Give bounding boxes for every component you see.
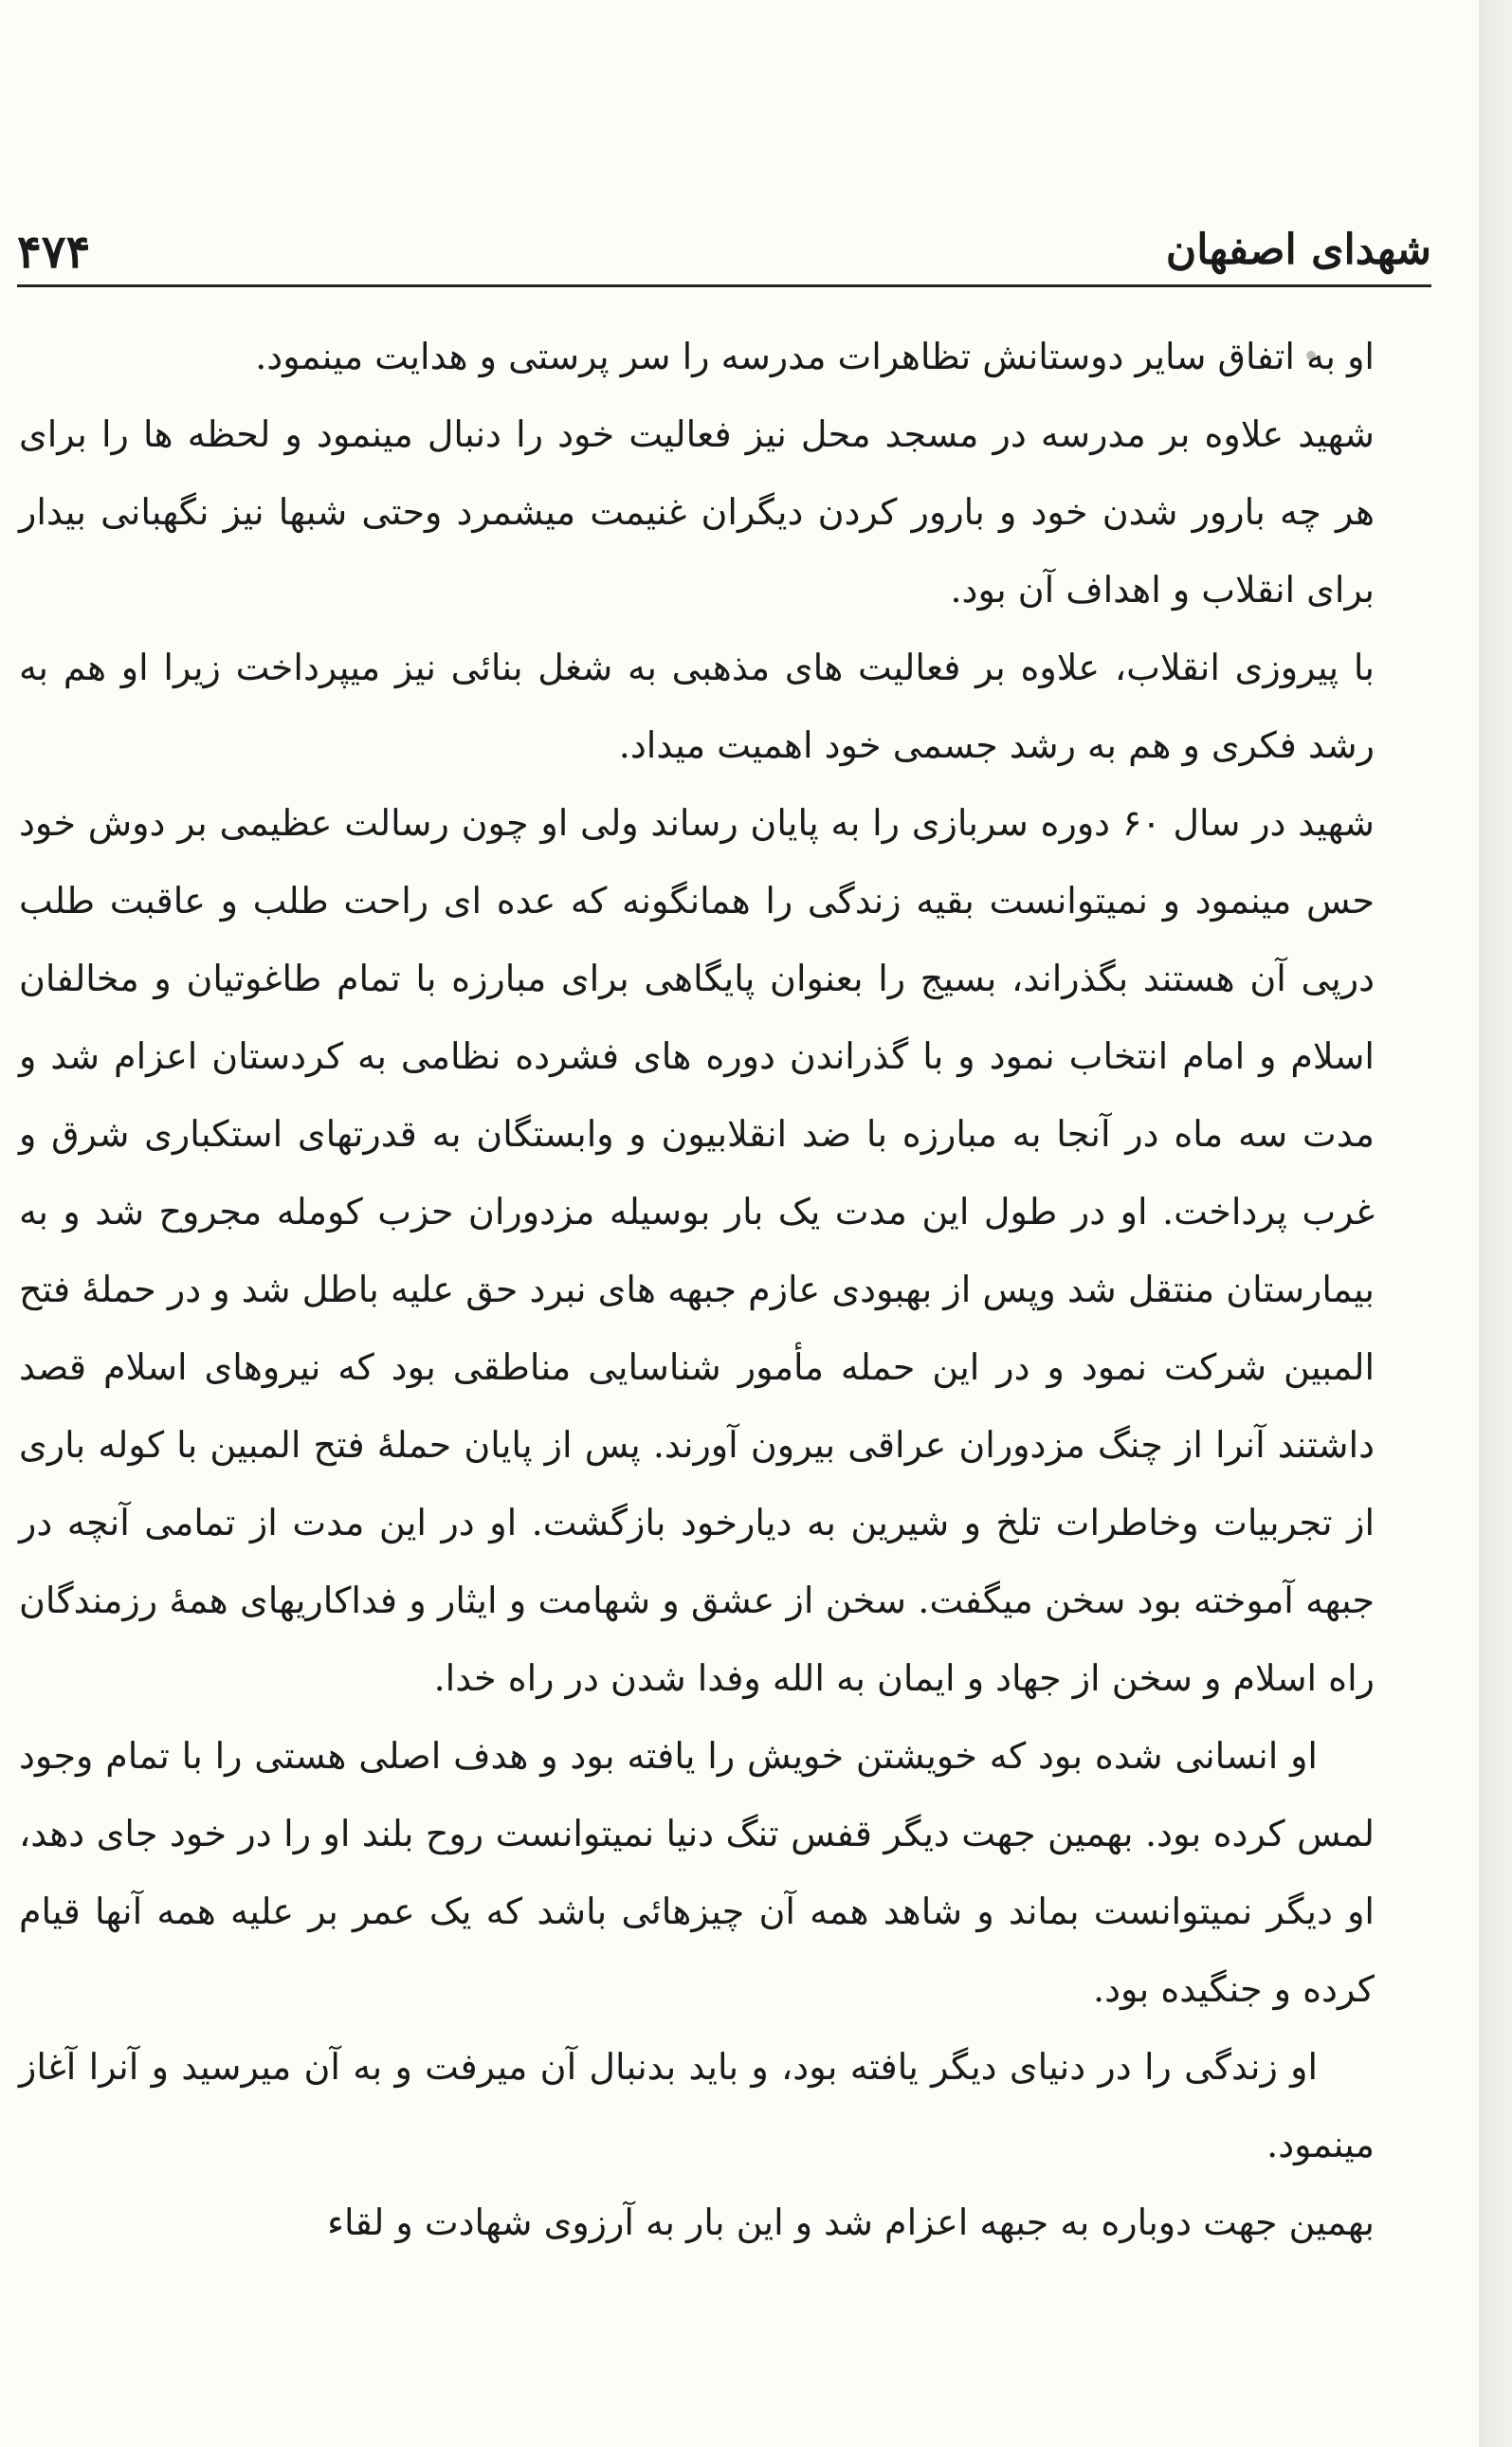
paragraph: شهید در سال ۶۰ دوره سربازی را به پایان رساند ولی او چون رسالت عظیمی بر دوش خود حس مینمود و نمیتوانست بقیه زندگی را همانگونه که عده ای راحت طلب و عاقبت طلب درپی آن هستند بگذراند، بسیج را بعنوان پایگاهی برای مبارزه با تمام طاغوتیان و مخالفان اسلام و امام انتخاب نمود و با گذراندن دوره های فشرده نظامی به کردستان اعزام شد و مدت سه ماه در آنجا به مبارزه با ضد انقلابیون و وابستگان به قدرتهای استکباری شرق و غرب پرداخت. او در طول این مدت یک بار بوسیله مزدوران حزب کومله مجروح شد و به بیمارستان منتقل شد وپس از بهبودی عازم جبهه های نبرد حق علیه باطل شد و در حملهٔ فتح المبین شرکت نمود و در این حمله مأمور شناسایی مناطقی بود که نیروهای اسلام قصد داشتند آنرا از چنگ مزدوران عراقی بیرون آورند. پس از پایان حملهٔ فتح المبین با کوله باری از تجربیات وخاطرات تلخ و شیرین به دیارخود بازگشت. او در این مدت از تمامی آنچه در جبهه آموخته بود سخن میگفت. سخن از عشق و شهامت و ایثار و فداکاریهای همهٔ رزمندگان راه اسلام و سخن از جهاد و ایمان به الله وفدا شدن در راه خدا. [19, 802, 1375, 1699]
paragraph: شهید علاوه بر مدرسه در مسجد محل نیز فعالیت خود را دنبال مینمود و لحظه ها را برای هر چه بارور شدن خود و بارور کردن دیگران غنیمت میشمرد وحتی شبها نیز نگهبانی بیدار برای انقلاب و اهداف آن بود. [19, 413, 1375, 611]
paragraph: او زندگی را در دنیای دیگر یافته بود، و باید بدنبال آن میرفت و به آن میرسید و آنرا آغاز مینمود. [19, 2046, 1375, 2165]
running-title: شهدای اصفهان [1165, 226, 1431, 274]
page-header [0, 226, 1431, 292]
scan-edge-strip [1479, 0, 1512, 2447]
paragraph: بهمین جهت دوباره به جبهه اعزام شد و این بار به آرزوی شهادت و لقاء [327, 2201, 1375, 2243]
body-text [19, 318, 1375, 2261]
page-number: ۴۷۴ [17, 226, 91, 279]
paragraph: او به اتفاق سایر دوستانش تظاهرات مدرسه را سر پرستی و هدایت مینمود. [255, 336, 1375, 377]
paragraph: با پیروزی انقلاب، علاوه بر فعالیت های مذهبی به شغل بنائی نیز میپرداخت زیرا او هم به رشد فکری و هم به رشد جسمی خود اهمیت میداد. [19, 647, 1375, 766]
header-rule [17, 284, 1431, 287]
paragraph: او انسانی شده بود که خویشتن خویش را یافته بود و هدف اصلی هستی را با تمام وجود لمس کرده بود. بهمین جهت دیگر قفس تنگ دنیا نمیتوانست روح بلند او را در خود جای دهد، او دیگر نمیتوانست بماند و شاهد همه آن چیزهائی باشد که یک عمر بر علیه همه آنها قیام کرده و جنگیده بود. [19, 1735, 1375, 2010]
